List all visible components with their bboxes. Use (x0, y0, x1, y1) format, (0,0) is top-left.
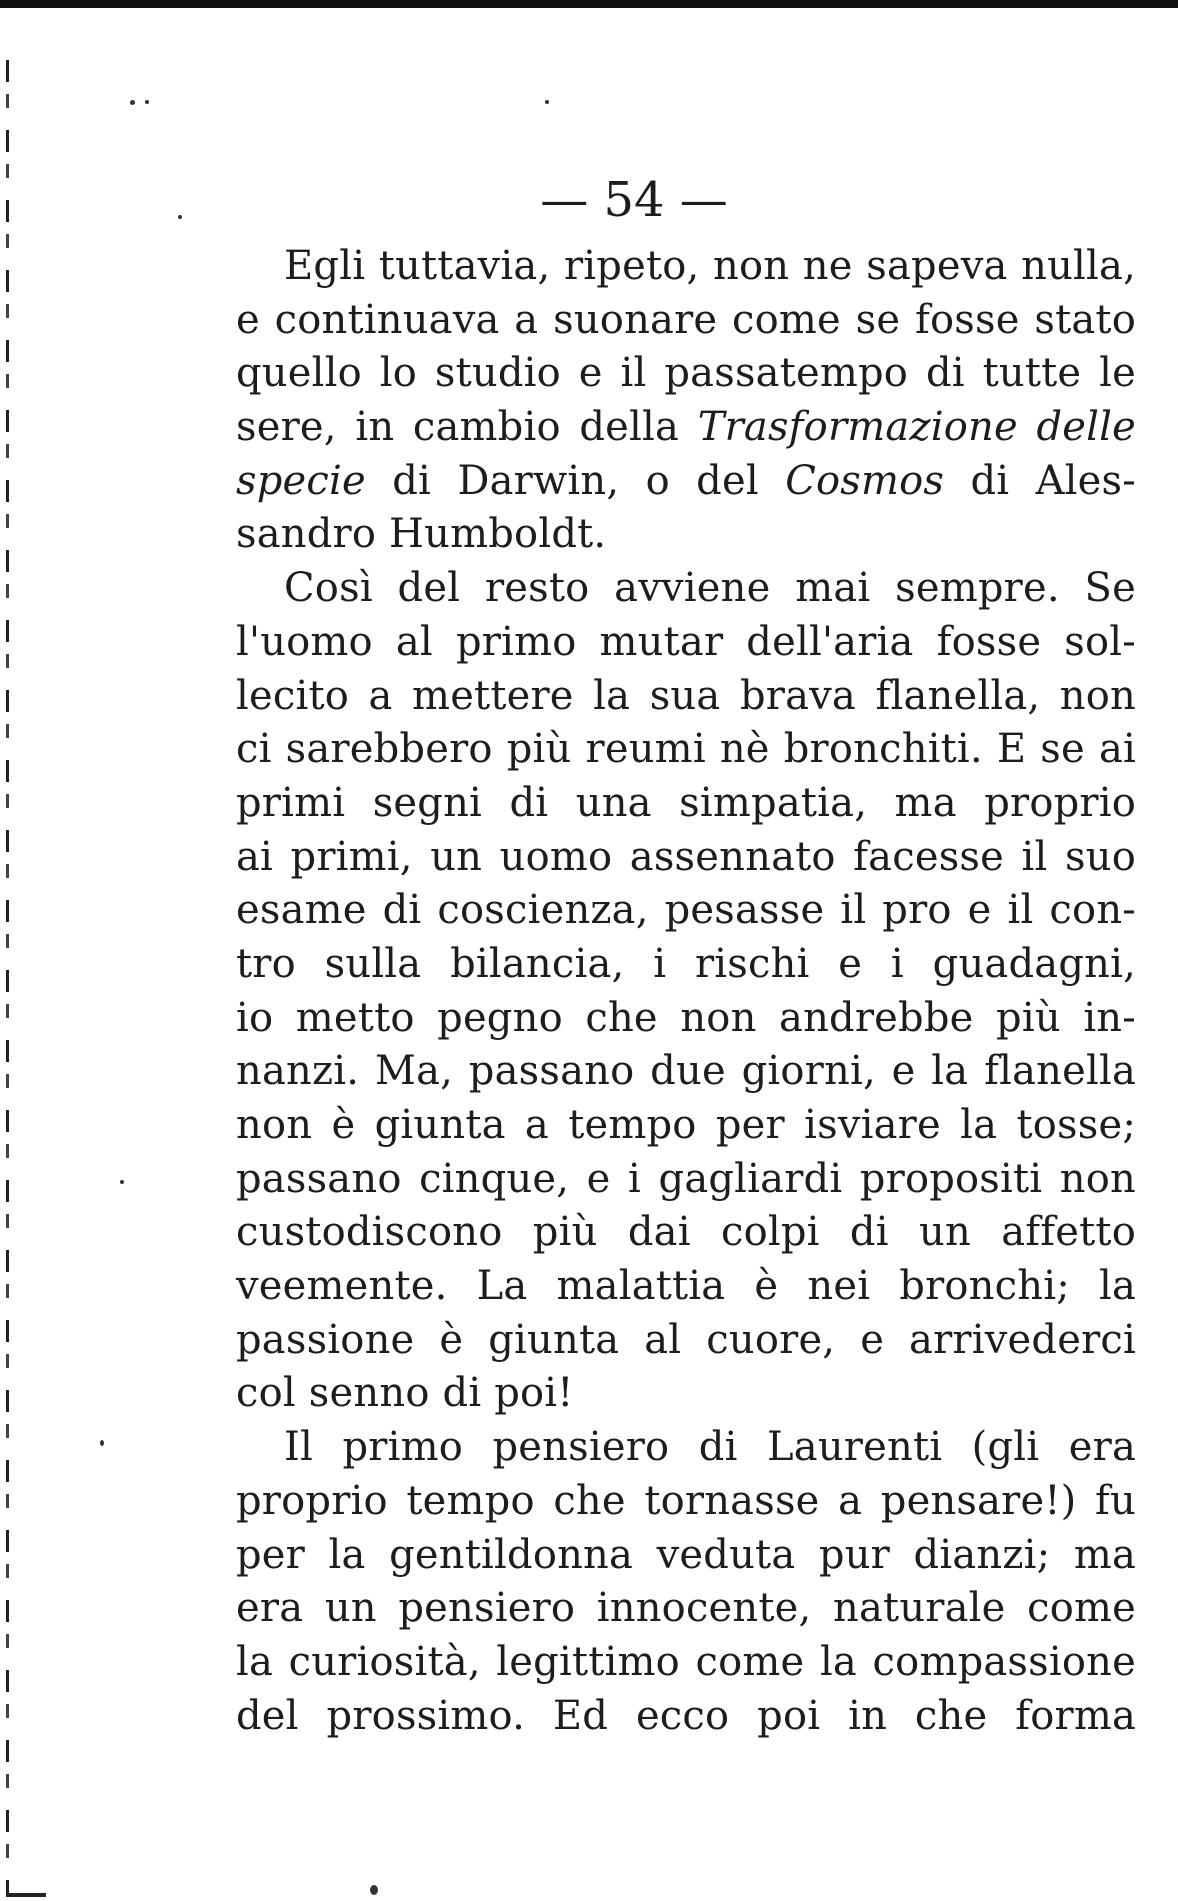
page-number: — 54 — (540, 172, 728, 228)
text-segment: ai primi, un uomo assennato facesse il suo (236, 833, 1136, 880)
body-text (236, 240, 1136, 1743)
scan-speck (370, 1885, 378, 1895)
text-segment: esame di coscienza, pesasse il pro e il con- (236, 887, 1136, 934)
text-segment: per la gentildonna veduta pur dianzi; ma (236, 1531, 1136, 1578)
page-left-edge (6, 60, 9, 1895)
text-segment: passano cinque, e i gagliardi propositi non (236, 1155, 1136, 1202)
text-segment: Il primo pensiero di Laurenti (gli era (284, 1424, 1136, 1471)
text-segment: la curiosità, legittimo come la compassione (236, 1638, 1136, 1685)
italic-text: Trasformazione delle (697, 404, 1136, 451)
text-line (236, 508, 1136, 562)
italic-text: specie (236, 457, 366, 504)
text-line (236, 1475, 1136, 1529)
text-segment: Egli tuttavia, ripeto, non ne sapeva nulla, (284, 243, 1136, 289)
text-line (236, 723, 1136, 777)
text-segment: di Darwin, o del (365, 457, 786, 504)
text-line (236, 831, 1136, 885)
text-line (236, 1099, 1136, 1153)
text-segment: primi segni di una simpatia, ma proprio (236, 779, 1136, 826)
text-segment: e continuava a suonare come se fosse stato (236, 296, 1136, 343)
text-line (236, 1582, 1136, 1636)
scan-speck (545, 100, 549, 104)
italic-text: Cosmos (785, 457, 945, 504)
text-line (236, 992, 1136, 1046)
text-segment: del prossimo. Ed ecco poi in che forma (236, 1692, 1136, 1739)
scan-speck (130, 100, 135, 105)
text-line (236, 1367, 1136, 1421)
text-line (236, 1153, 1136, 1207)
page-bottom-edge (6, 1893, 46, 1897)
text-segment: passione è giunta al cuore, e arrivederci (236, 1316, 1136, 1363)
text-segment: lecito a mettere la sua brava flanella, non (236, 672, 1136, 719)
text-line (236, 884, 1136, 938)
text-line (236, 1421, 1136, 1475)
text-line (236, 1314, 1136, 1368)
text-line (236, 240, 1136, 294)
text-line (236, 1690, 1136, 1744)
text-line (236, 777, 1136, 831)
text-segment: proprio tempo che tornasse a pensare!) fu (236, 1477, 1136, 1524)
text-segment: di Ales- (944, 457, 1136, 504)
scan-speck (100, 1440, 104, 1446)
text-segment: l'uomo al primo mutar dell'aria fosse sol- (236, 618, 1136, 665)
text-line (236, 1529, 1136, 1583)
text-line (236, 1045, 1136, 1099)
text-line (236, 938, 1136, 992)
text-line (236, 347, 1136, 401)
text-segment: nanzi. Ma, passano due giorni, e la flanella (236, 1048, 1136, 1095)
text-segment: custodiscono più dai colpi di un affetto (236, 1209, 1136, 1256)
text-segment: era un pensiero innocente, naturale come (236, 1585, 1136, 1632)
text-segment: Così del resto avviene mai sempre. Se (284, 565, 1136, 612)
text-segment: veemente. La malattia è nei bronchi; la (236, 1263, 1136, 1310)
page-top-edge (0, 0, 1178, 8)
text-segment: col senno di poi! (236, 1370, 574, 1417)
scan-speck (145, 100, 149, 104)
text-line (236, 1260, 1136, 1314)
text-segment: ci sarebbero più reumi nè bronchiti. E se ai (236, 726, 1136, 773)
text-line (236, 455, 1136, 509)
text-segment: tro sulla bilancia, i rischi e i guadagni, (236, 940, 1136, 987)
scan-speck (120, 1180, 124, 1184)
text-line (236, 294, 1136, 348)
text-segment: sandro Humboldt. (236, 511, 607, 558)
text-line (236, 1206, 1136, 1260)
text-line (236, 401, 1136, 455)
text-line (236, 1636, 1136, 1690)
text-line (236, 562, 1136, 616)
text-segment: sere, in cambio della (236, 404, 698, 451)
text-segment: non è giunta a tempo per isviare la tosse; (236, 1102, 1136, 1148)
text-segment: quello lo studio e il passatempo di tutte le (236, 350, 1136, 397)
text-line (236, 670, 1136, 724)
text-segment: io metto pegno che non andrebbe più in- (236, 994, 1136, 1041)
text-line (236, 616, 1136, 670)
